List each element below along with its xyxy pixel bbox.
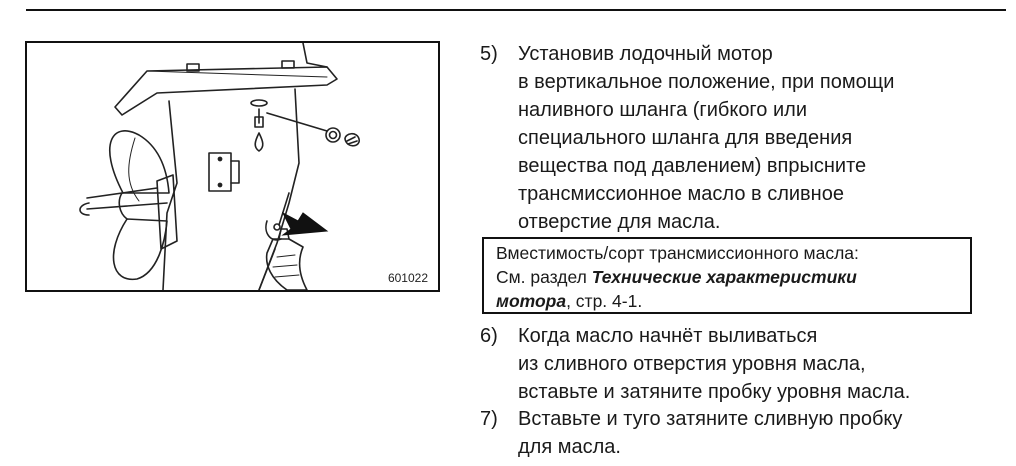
step-line: из сливного отверстия уровня масла,	[518, 353, 866, 375]
top-rule	[26, 9, 1006, 11]
step-line: отверстие для масла.	[518, 211, 721, 233]
step-line: трансмиссионное масло в сливное	[518, 183, 844, 205]
note-spec-reference: Технические характеристики	[591, 267, 857, 287]
note-line-1: Вместимость/сорт трансмиссионного масла:	[496, 243, 859, 263]
fill-direction-arrow	[283, 213, 327, 235]
step-line: в вертикальное положение, при помощи	[518, 71, 895, 93]
step-5	[480, 40, 895, 236]
propeller-blade-top	[110, 131, 169, 193]
step-line: для масла.	[518, 436, 621, 458]
figure-code: 601022	[387, 271, 428, 285]
step-line: Когда масло начнёт выливаться	[518, 325, 818, 347]
oil-capacity-note	[482, 237, 972, 314]
oil-level-washer	[326, 128, 340, 142]
oil-fill-hose	[267, 239, 307, 290]
step-line: вставьте и затяните пробку уровня масла.	[518, 381, 911, 403]
oil-level-plug	[345, 134, 359, 146]
step-number: 7)	[480, 408, 498, 430]
step-line: Вставьте и туго затяните сливную пробку	[518, 408, 903, 430]
note-spec-reference-cont: мотора	[496, 291, 567, 311]
anti-cavitation-plate	[115, 67, 337, 115]
step-line: наливного шланга (гибкого или	[518, 99, 807, 121]
note-line-3	[496, 289, 958, 313]
step-line: вещества под давлением) впрысните	[518, 155, 867, 177]
gearcase-drawing	[27, 43, 438, 290]
oil-level-hole	[251, 100, 267, 106]
step-line: Установив лодочный мотор	[518, 43, 773, 65]
step-number: 5)	[480, 43, 498, 65]
step-6	[480, 322, 911, 406]
step-number: 6)	[480, 325, 498, 347]
step-7	[480, 405, 903, 461]
outboard-gearcase-illustration	[25, 41, 440, 292]
oil-drop	[255, 133, 263, 151]
note-page-ref: , стр. 4-1.	[566, 291, 643, 311]
note-prefix: См. раздел	[496, 267, 592, 287]
step-line: специального шланга для введения	[518, 127, 853, 149]
note-line-2	[496, 265, 958, 289]
